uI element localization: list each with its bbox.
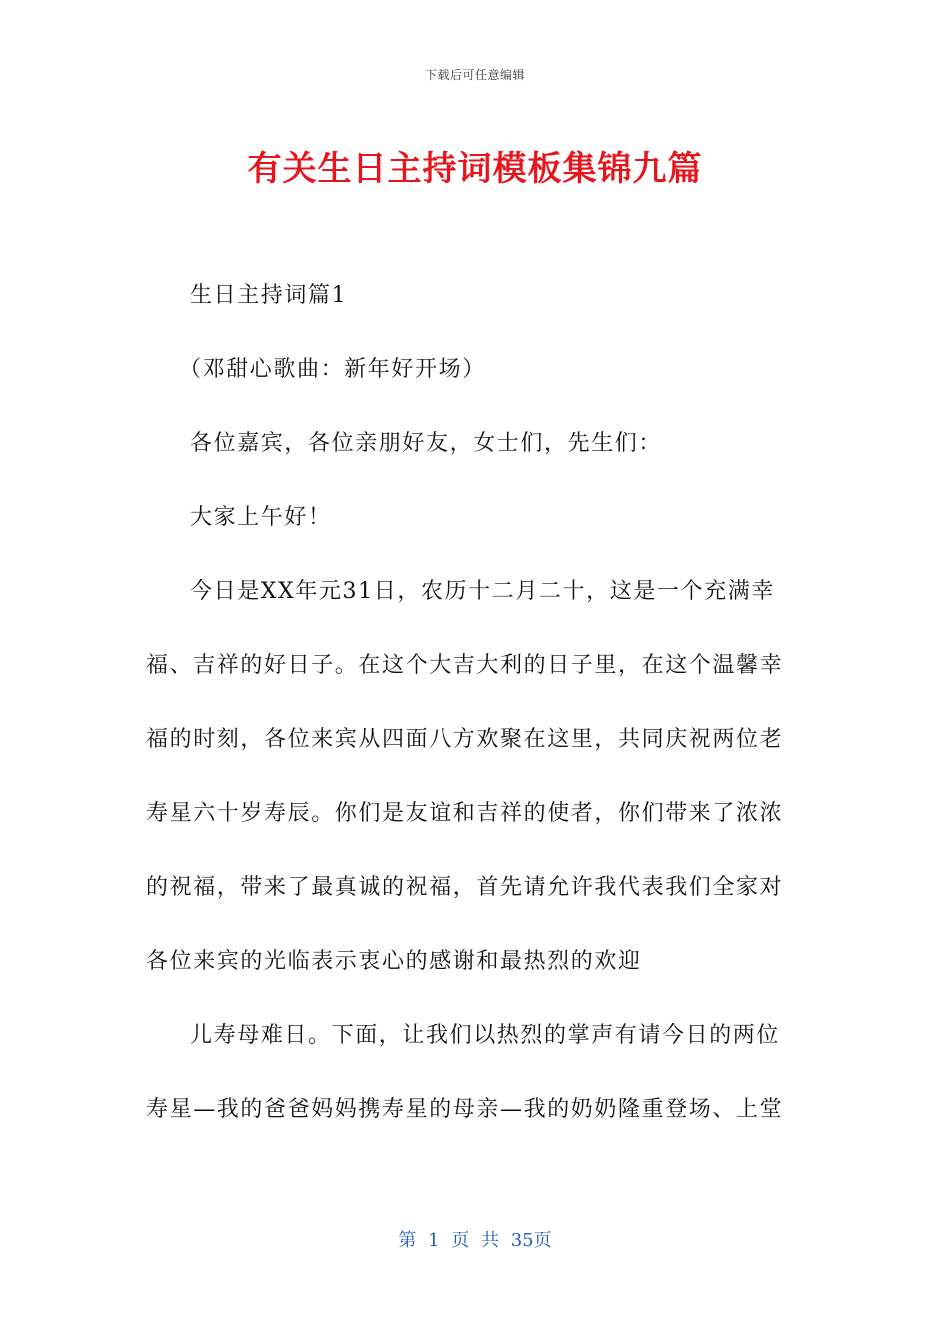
text-line: 的祝福，带来了最真诚的祝福，首先请允许我代表我们全家对 [146,875,784,900]
text-line: 寿星六十岁寿辰。你们是友谊和吉祥的使者，你们带来了浓浓 [146,801,784,826]
paragraph-heading: 生日主持词篇1 [190,283,348,308]
text-line: 今日是XX年元31日，农历十二月二十，这是一个充满幸 [190,579,775,604]
text-line: 各位来宾的光临表示衷心的感谢和最热烈的欢迎 [146,949,642,974]
text-line: 儿寿母难日。下面，让我们以热烈的掌声有请今日的两位 [190,1023,781,1048]
document-body [146,278,796,1166]
text-line: 福的时刻，各位来宾从四面八方欢聚在这里，共同庆祝两位老 [146,727,784,752]
paragraph-greeting: 各位嘉宾，各位亲朋好友，女士们，先生们： [190,431,663,456]
text-line: 寿星—我的爸爸妈妈携寿星的母亲—我的奶奶隆重登场、上堂 [146,1097,784,1122]
page-number-footer: 第 1 页 共 35页 [398,1230,552,1251]
text-line: 福、吉祥的好日子。在这个大吉大利的日子里，在这个温馨幸 [146,653,784,678]
document-title: 有关生日主持词模板集锦九篇 [247,149,703,189]
paragraph-song-note: （邓甜心歌曲：新年好开场） [179,357,486,382]
paragraph-good-morning: 大家上午好！ [190,505,332,530]
header-note: 下载后可任意编辑 [424,68,525,82]
